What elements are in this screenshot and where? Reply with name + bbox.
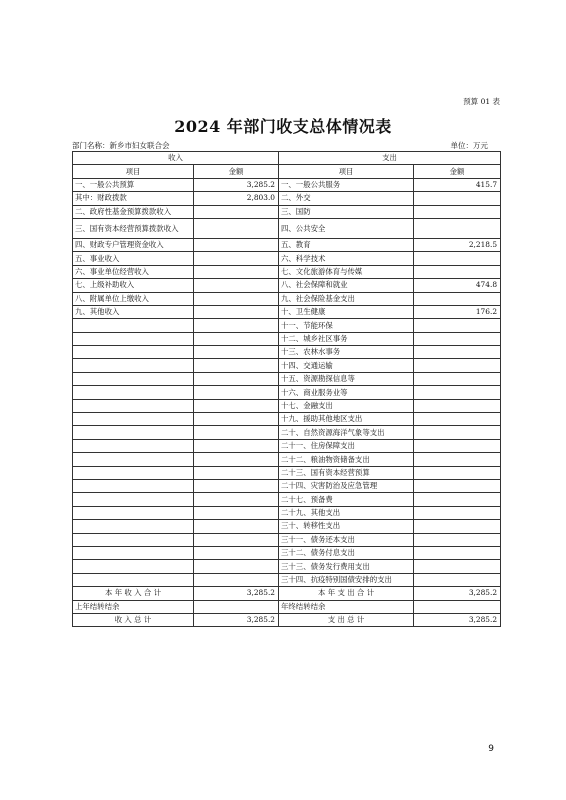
table-row: [73, 506, 501, 519]
expense-item-cell: 十五、资源勘探信息等: [279, 372, 414, 385]
income-amount-cell: [194, 399, 279, 412]
income-amount-cell: [194, 520, 279, 533]
expense-amount-cell: [414, 399, 501, 412]
page-title: 2024 年部门收支总体情况表: [174, 117, 392, 136]
page-number: 9: [488, 744, 494, 754]
expense-amount-cell: [414, 533, 501, 546]
income-item-cell: 七、上级补助收入: [73, 279, 194, 292]
expense-amount-cell: [414, 372, 501, 385]
income-amount-cell: [194, 479, 279, 492]
table-row: [73, 238, 501, 251]
income-amount-cell: [194, 279, 279, 292]
table-row: [73, 546, 501, 559]
total-income-label: 收 入 总 计: [73, 613, 194, 626]
expense-amount-cell: [414, 359, 501, 372]
expense-item-cell: 十四、交通运输: [279, 359, 414, 372]
income-item-cell: [73, 560, 194, 573]
income-amount-cell: [194, 346, 279, 359]
carry-in-value: [194, 600, 279, 613]
income-amount-cell: [194, 359, 279, 372]
expense-amount-cell: [414, 479, 501, 492]
expense-item-cell: 二十一、住房保障支出: [279, 439, 414, 452]
expense-amount-cell: 474.8: [414, 279, 501, 292]
income-item-cell: [73, 439, 194, 452]
carry-in-label: 上年结转结余: [73, 600, 194, 613]
expense-amount-cell: [414, 426, 501, 439]
income-amount-cell: [194, 560, 279, 573]
table-row: [73, 399, 501, 412]
department-name: 部门名称：新乡市妇女联合会: [72, 141, 170, 150]
unit-label: 单位：万元: [450, 141, 488, 150]
income-item-cell: [73, 520, 194, 533]
budget-table: [72, 151, 501, 627]
expense-amount-cell: [414, 546, 501, 559]
income-item-cell: 其中：财政拨款: [73, 192, 194, 205]
table-row: [73, 205, 501, 218]
income-amount-cell: [194, 426, 279, 439]
income-amount-cell: [194, 205, 279, 218]
table-row: [73, 305, 501, 318]
table-row: [73, 560, 501, 573]
income-amount-cell: [194, 439, 279, 452]
table-row: [73, 439, 501, 452]
table-row: [73, 466, 501, 479]
group-header-row: [73, 152, 501, 165]
expense-item-cell: 三十二、债务付息支出: [279, 546, 414, 559]
table-row: [73, 292, 501, 305]
expense-item-cell: 二、外交: [279, 192, 414, 205]
income-amount-cell: [194, 305, 279, 318]
table-row: [73, 372, 501, 385]
expense-amount-cell: [414, 265, 501, 278]
income-item-cell: [73, 399, 194, 412]
expense-amount-cell: [414, 520, 501, 533]
income-item-cell: [73, 546, 194, 559]
income-amount-cell: [194, 546, 279, 559]
income-item-cell: [73, 346, 194, 359]
expense-item-cell: 二十三、国有资本经营预算: [279, 466, 414, 479]
table-row: [73, 479, 501, 492]
carryover-row: [73, 600, 501, 613]
table-row: [73, 533, 501, 546]
income-amount-cell: [194, 533, 279, 546]
expense-amount-cell: [414, 205, 501, 218]
expense-amount-cell: 2,218.5: [414, 238, 501, 251]
income-amount-cell: [194, 332, 279, 345]
table-row: [73, 192, 501, 205]
expense-amount-cell: [414, 192, 501, 205]
income-item-cell: 四、财政专户管理资金收入: [73, 238, 194, 251]
table-row: [73, 319, 501, 332]
table-meta: [72, 140, 500, 150]
expense-amount-cell: [414, 319, 501, 332]
table-row: [73, 520, 501, 533]
table-row: [73, 265, 501, 278]
expense-amount-cell: [414, 560, 501, 573]
income-item-cell: [73, 479, 194, 492]
expense-header: 支出: [279, 152, 501, 165]
year-expense-label: 本 年 支 出 合 计: [279, 587, 414, 600]
expense-amount-cell: 176.2: [414, 305, 501, 318]
expense-item-cell: 十一、节能环保: [279, 319, 414, 332]
expense-amount-cell: [414, 573, 501, 586]
income-amount-cell: [194, 573, 279, 586]
income-item-cell: [73, 533, 194, 546]
total-expense-value: 3,285.2: [414, 613, 501, 626]
table-row: [73, 493, 501, 506]
expense-item-cell: 三十、转移性支出: [279, 520, 414, 533]
carry-out-label: 年终结转结余: [279, 600, 414, 613]
expense-item-header: 项目: [279, 165, 414, 178]
total-expense-label: 支 出 总 计: [279, 613, 414, 626]
year-expense-value: 3,285.2: [414, 587, 501, 600]
expense-item-cell: 五、教育: [279, 238, 414, 251]
column-header-row: [73, 165, 501, 178]
total-income-value: 3,285.2: [194, 613, 279, 626]
expense-amount-cell: [414, 493, 501, 506]
expense-item-cell: 二十九、其他支出: [279, 506, 414, 519]
table-row: [73, 252, 501, 265]
table-row: [73, 413, 501, 426]
expense-item-cell: 二十二、粮油物资储备支出: [279, 453, 414, 466]
expense-item-cell: 十九、援助其他地区支出: [279, 413, 414, 426]
expense-item-cell: 十、卫生健康: [279, 305, 414, 318]
expense-item-cell: 四、公共安全: [279, 218, 414, 238]
expense-item-cell: 二十七、预备费: [279, 493, 414, 506]
expense-amount-cell: 415.7: [414, 178, 501, 191]
income-item-cell: [73, 453, 194, 466]
expense-item-cell: 三十四、抗疫特别国债安排的支出: [279, 573, 414, 586]
income-item-cell: 一、一般公共预算: [73, 178, 194, 191]
table-row: [73, 426, 501, 439]
expense-amount-cell: [414, 439, 501, 452]
income-amount-cell: [194, 265, 279, 278]
table-body: [73, 178, 501, 586]
expense-amount-cell: [414, 252, 501, 265]
income-amount-cell: [194, 466, 279, 479]
income-amount-cell: 2,803.0: [194, 192, 279, 205]
table-row: [73, 218, 501, 238]
income-amount-cell: 3,285.2: [194, 178, 279, 191]
year-income-label: 本 年 收 入 合 计: [73, 587, 194, 600]
expense-item-cell: 三十三、债务发行费用支出: [279, 560, 414, 573]
income-item-cell: [73, 386, 194, 399]
income-item-header: 项目: [73, 165, 194, 178]
income-amount-cell: [194, 238, 279, 251]
income-header: 收入: [73, 152, 279, 165]
income-item-cell: 六、事业单位经营收入: [73, 265, 194, 278]
income-amount-cell: [194, 386, 279, 399]
income-amount-cell: [194, 413, 279, 426]
expense-item-cell: 七、文化旅游体育与传媒: [279, 265, 414, 278]
income-amount-cell: [194, 292, 279, 305]
income-item-cell: 五、事业收入: [73, 252, 194, 265]
income-item-cell: [73, 332, 194, 345]
expense-amount-cell: [414, 386, 501, 399]
expense-item-cell: 十二、城乡社区事务: [279, 332, 414, 345]
table-row: [73, 453, 501, 466]
expense-item-cell: 一、一般公共服务: [279, 178, 414, 191]
expense-amount-cell: [414, 466, 501, 479]
income-item-cell: [73, 319, 194, 332]
expense-amount-header: 金额: [414, 165, 501, 178]
income-amount-header: 金额: [194, 165, 279, 178]
income-item-cell: [73, 493, 194, 506]
expense-item-cell: 十七、金融支出: [279, 399, 414, 412]
table-row: [73, 573, 501, 586]
expense-item-cell: 三十一、债务还本支出: [279, 533, 414, 546]
income-amount-cell: [194, 319, 279, 332]
income-item-cell: [73, 413, 194, 426]
expense-item-cell: 二十、自然资源海洋气象等支出: [279, 426, 414, 439]
carry-out-value: [414, 600, 501, 613]
form-code: 预算 01 表: [463, 97, 500, 106]
expense-item-cell: 二十四、灾害防治及应急管理: [279, 479, 414, 492]
expense-amount-cell: [414, 453, 501, 466]
table-row: [73, 386, 501, 399]
income-item-cell: 二、政府性基金预算拨款收入: [73, 205, 194, 218]
income-item-cell: [73, 506, 194, 519]
expense-amount-cell: [414, 292, 501, 305]
expense-item-cell: 八、社会保障和就业: [279, 279, 414, 292]
year-total-row: [73, 587, 501, 600]
income-amount-cell: [194, 372, 279, 385]
table-row: [73, 279, 501, 292]
income-item-cell: [73, 466, 194, 479]
income-item-cell: [73, 426, 194, 439]
grand-total-row: [73, 613, 501, 626]
expense-item-cell: 六、科学技术: [279, 252, 414, 265]
income-amount-cell: [194, 506, 279, 519]
expense-item-cell: 十六、商业服务业等: [279, 386, 414, 399]
income-item-cell: 九、其他收入: [73, 305, 194, 318]
income-item-cell: 三、国有资本经营预算拨款收入: [73, 218, 194, 238]
income-amount-cell: [194, 218, 279, 238]
expense-amount-cell: [414, 332, 501, 345]
expense-amount-cell: [414, 346, 501, 359]
table-row: [73, 359, 501, 372]
table-row: [73, 332, 501, 345]
expense-item-cell: 三、国防: [279, 205, 414, 218]
income-item-cell: [73, 359, 194, 372]
expense-item-cell: 九、社会保险基金支出: [279, 292, 414, 305]
income-item-cell: 八、附属单位上缴收入: [73, 292, 194, 305]
income-amount-cell: [194, 493, 279, 506]
expense-item-cell: 十三、农林水事务: [279, 346, 414, 359]
income-amount-cell: [194, 453, 279, 466]
expense-amount-cell: [414, 218, 501, 238]
income-amount-cell: [194, 252, 279, 265]
table-row: [73, 178, 501, 191]
income-item-cell: [73, 372, 194, 385]
income-item-cell: [73, 573, 194, 586]
year-income-value: 3,285.2: [194, 587, 279, 600]
expense-amount-cell: [414, 506, 501, 519]
table-row: [73, 346, 501, 359]
expense-amount-cell: [414, 413, 501, 426]
